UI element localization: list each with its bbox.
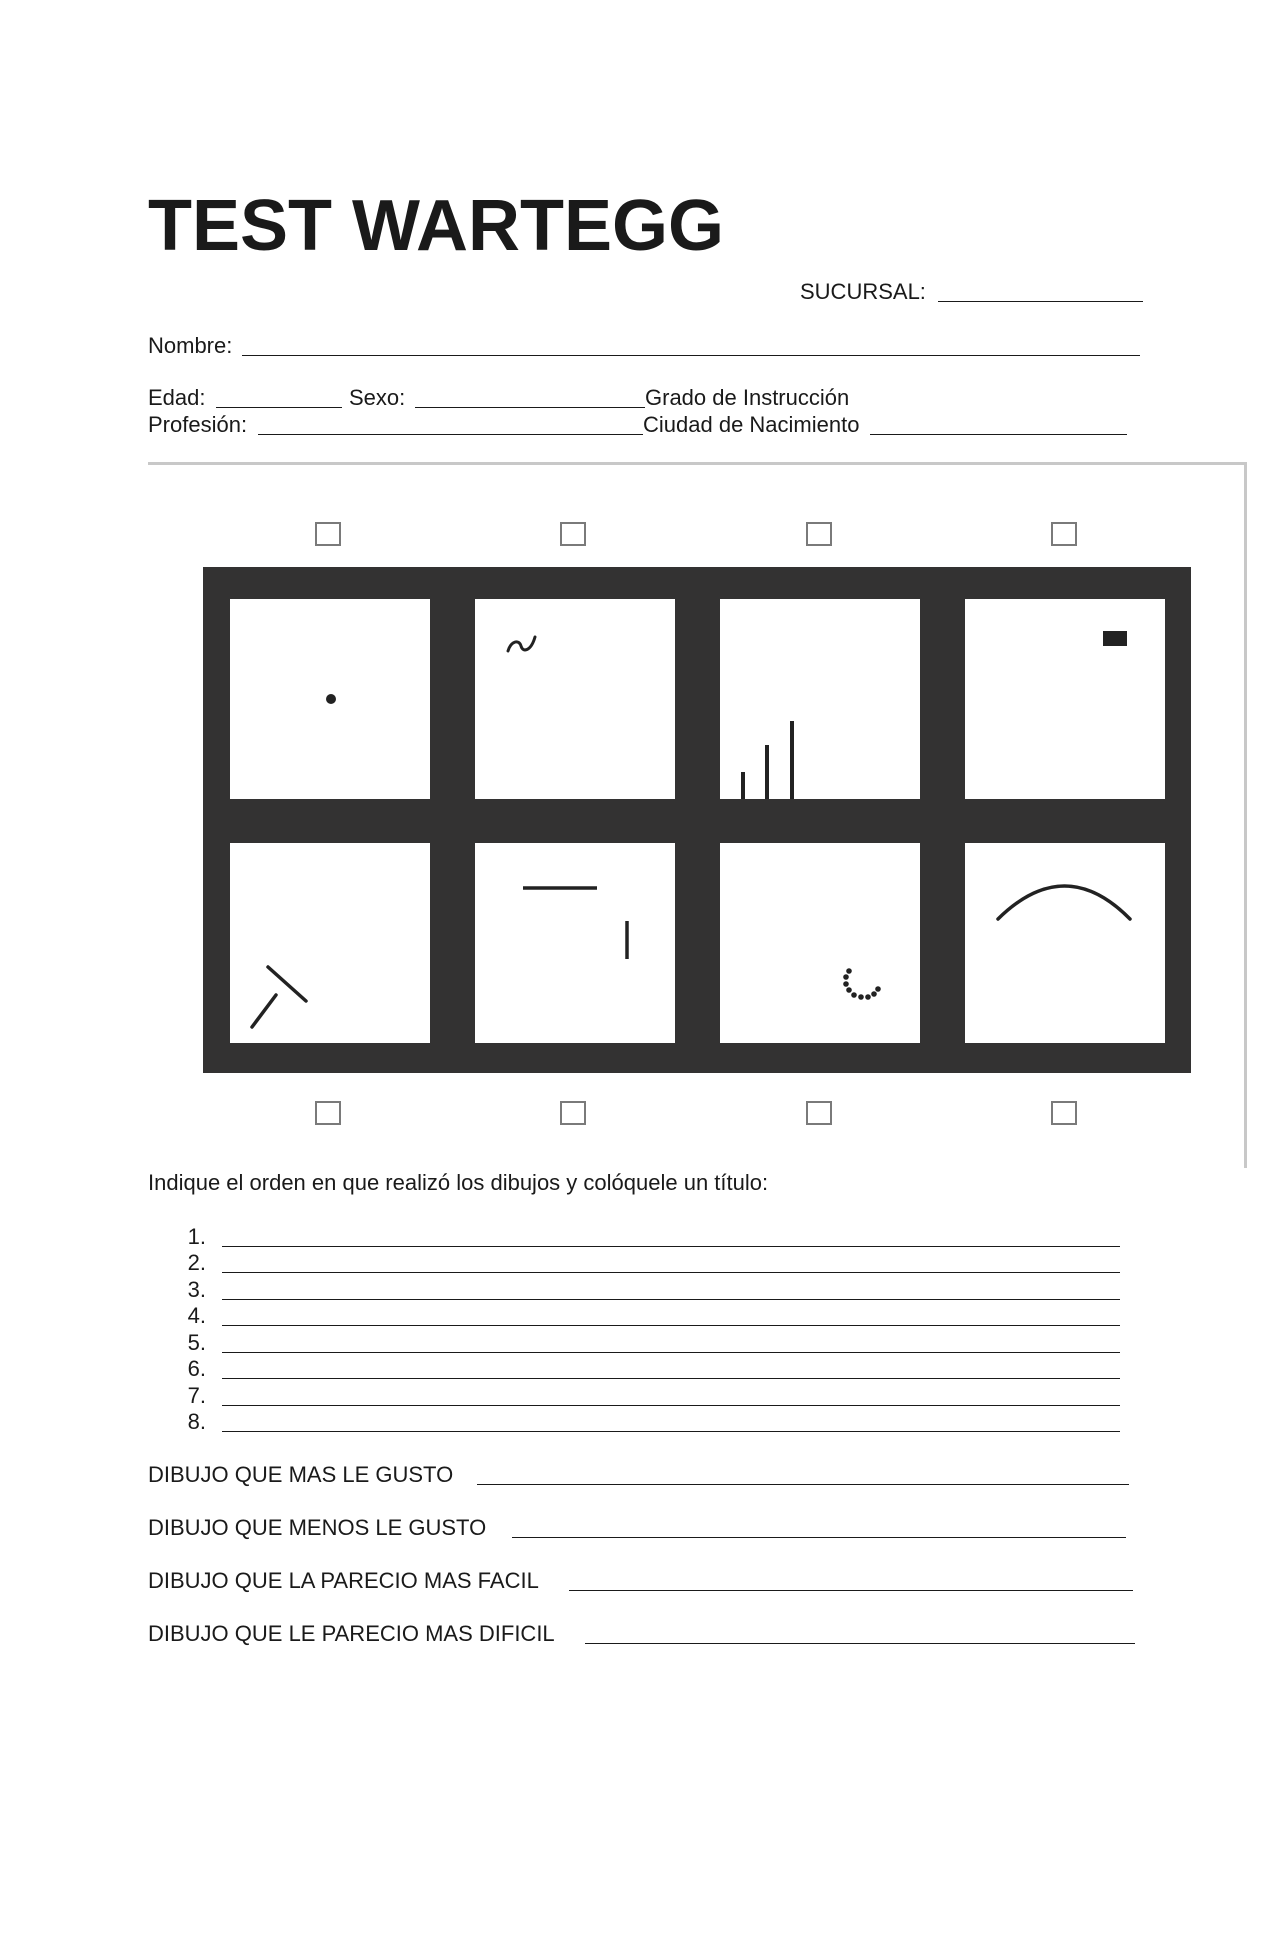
bars-stimulus [720, 599, 920, 799]
order-line-7[interactable] [222, 1405, 1120, 1406]
order-line-4[interactable] [222, 1325, 1120, 1326]
checkbox-bottom-6[interactable] [560, 1101, 586, 1125]
question-easiest-label: DIBUJO QUE LA PARECIO MAS FACIL [148, 1568, 539, 1593]
wartegg-cell-7[interactable] [720, 843, 920, 1043]
list-number: 4. [187, 1303, 206, 1328]
list-number: 5. [187, 1330, 206, 1355]
wave-stimulus [475, 599, 675, 799]
list-number: 1. [187, 1224, 206, 1249]
checkbox-bottom-7[interactable] [806, 1101, 832, 1125]
question-least-favorite-label: DIBUJO QUE MENOS LE GUSTO [148, 1515, 487, 1540]
list-number: 7. [187, 1383, 206, 1408]
question-easiest-field[interactable] [569, 1590, 1133, 1591]
ciudad-label: Ciudad de Nacimiento [643, 412, 860, 437]
instructions-text: Indique el orden en que realizó los dibujos y colóquele un título: [148, 1170, 769, 1195]
ciudad-field[interactable] [870, 434, 1127, 435]
wartegg-cell-4[interactable] [965, 599, 1165, 799]
question-favorite-label: DIBUJO QUE MAS LE GUSTO [148, 1462, 454, 1487]
nombre-field[interactable] [242, 355, 1140, 356]
profesion-label: Profesión: [148, 412, 248, 437]
order-line-3[interactable] [222, 1299, 1120, 1300]
order-line-8[interactable] [222, 1431, 1120, 1432]
checkbox-top-3[interactable] [806, 522, 832, 546]
edad-field[interactable] [216, 407, 342, 408]
sucursal-label: SUCURSAL: [800, 279, 926, 304]
order-line-2[interactable] [222, 1272, 1120, 1273]
order-line-6[interactable] [222, 1378, 1120, 1379]
list-number: 6. [187, 1356, 206, 1381]
list-number: 8. [187, 1409, 206, 1434]
perpendicular-lines-stimulus [475, 843, 675, 1043]
order-line-5[interactable] [222, 1352, 1120, 1353]
sucursal-field[interactable] [938, 301, 1143, 302]
checkbox-bottom-8[interactable] [1051, 1101, 1077, 1125]
list-number: 2. [187, 1250, 206, 1275]
sheet-border-top [148, 462, 1246, 465]
question-least-favorite-field[interactable] [512, 1537, 1126, 1538]
checkbox-top-4[interactable] [1051, 522, 1077, 546]
question-hardest-label: DIBUJO QUE LE PARECIO MAS DIFICIL [148, 1621, 555, 1646]
sexo-label: Sexo: [349, 385, 406, 410]
dotted-arc-stimulus [720, 843, 920, 1043]
question-hardest-field[interactable] [585, 1643, 1135, 1644]
checkbox-top-2[interactable] [560, 522, 586, 546]
square-stimulus [965, 599, 1165, 799]
page-title: TEST WARTEGG [148, 186, 724, 266]
wartegg-grid [203, 567, 1191, 1073]
order-line-1[interactable] [222, 1246, 1120, 1247]
sexo-field[interactable] [415, 407, 645, 408]
dot-stimulus [230, 599, 430, 799]
list-number: 3. [187, 1277, 206, 1302]
question-favorite-field[interactable] [477, 1484, 1129, 1485]
profesion-field[interactable] [258, 434, 643, 435]
grado-label: Grado de Instrucción [645, 385, 850, 410]
nombre-label: Nombre: [148, 333, 233, 358]
wartegg-cell-5[interactable] [230, 843, 430, 1043]
wartegg-cell-2[interactable] [475, 599, 675, 799]
oblique-lines-stimulus [230, 843, 430, 1043]
curve-stimulus [965, 843, 1165, 1043]
sheet-border-right [1244, 462, 1247, 1168]
wartegg-cell-8[interactable] [965, 843, 1165, 1043]
wartegg-cell-3[interactable] [720, 599, 920, 799]
checkbox-bottom-5[interactable] [315, 1101, 341, 1125]
checkbox-top-1[interactable] [315, 522, 341, 546]
edad-label: Edad: [148, 385, 206, 410]
wartegg-cell-6[interactable] [475, 843, 675, 1043]
wartegg-cell-1[interactable] [230, 599, 430, 799]
